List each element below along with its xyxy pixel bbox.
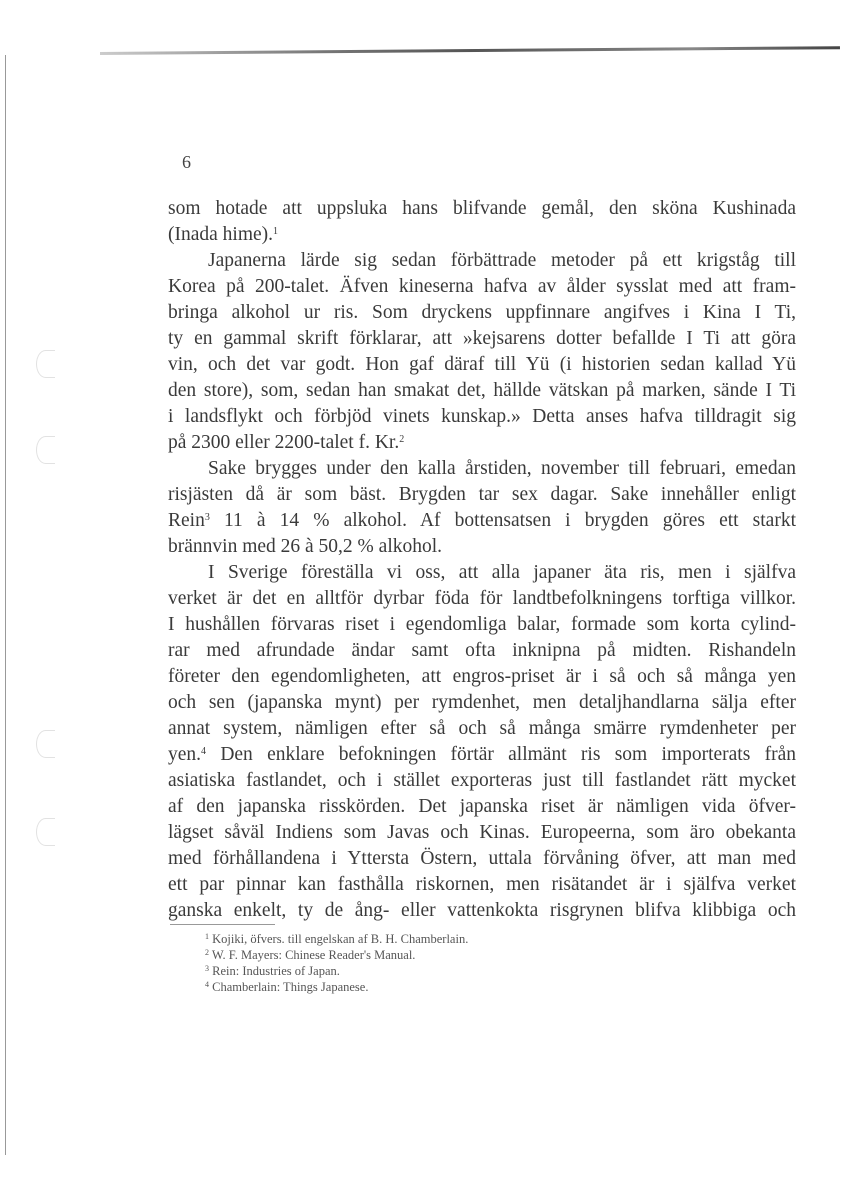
footnote-reference: 1 [273, 226, 279, 237]
footnote-mark: 4 [205, 980, 209, 989]
footnote-reference: 2 [399, 434, 405, 445]
text-line-content: I hushållen förvaras riset i egendomliga balar, formade som korta cylind- [168, 614, 796, 635]
punch-hole-mark [36, 730, 55, 758]
text-line-content: verket är det en alltför dyrbar föda för landtbefolkningens torftiga villkor. [168, 588, 796, 609]
footnote-text: Chamberlain: Things Japanese. [209, 980, 369, 994]
text-line [168, 326, 796, 352]
text-line-content: af den japanska risskörden. Det japanska riset är nämligen vida öfver- [168, 796, 796, 817]
page-number: 6 [182, 152, 191, 172]
text-line [168, 534, 796, 560]
text-line [168, 404, 796, 430]
text-line-content: bringa alkohol ur ris. Som dryckens uppfinnare angifves i Kina I Ti, [168, 302, 796, 323]
text-line [168, 196, 796, 222]
text-line-content: med förhållandena i Yttersta Östern, uttala förvåning öfver, att man med [168, 848, 796, 869]
text-line [168, 768, 796, 794]
text-line-content: den store), som, sedan han smakat det, hällde vätskan på marken, sände I Ti [168, 380, 796, 401]
footnote-reference: 4 [201, 746, 207, 757]
text-line-content: Korea på 200-talet. Äfven kineserna hafva av ålder sysslat med att fram- [168, 276, 796, 297]
text-line-content: ty en gammal skrift förklarar, att »kejsarens dotter befallde I Ti att göra [168, 328, 796, 349]
text-line-content: vin, och det var godt. Hon gaf däraf till Yü (i historien sedan kallad Yü [168, 354, 796, 375]
punch-hole-mark [36, 818, 55, 846]
text-line-continuation: Den enklare befokningen förtär allmänt ris som importerats från [206, 744, 796, 765]
footnote-text: W. F. Mayers: Chinese Reader's Manual. [209, 948, 416, 962]
text-line [168, 378, 796, 404]
punch-hole-mark [36, 350, 55, 378]
text-line-continuation: 11 à 14 % alkohol. Af bottensatsen i brygden göres ett starkt [209, 510, 796, 531]
text-line [168, 352, 796, 378]
footnote-separator [170, 924, 275, 925]
text-line [168, 612, 796, 638]
text-line-content: ganska enkelt, ty de ång- eller vattenkokta risgrynen blifva klibbiga och [168, 900, 796, 921]
text-line [168, 274, 796, 300]
text-line-content: lägset såväl Indiens som Javas och Kinas. Europeerna, som äro obekanta [168, 822, 796, 843]
footnote-reference: 3 [204, 512, 210, 523]
footnote-text: Kojiki, öfvers. till engelskan af B. H. Chamberlain. [209, 932, 469, 946]
footnote-text: Rein: Industries of Japan. [209, 964, 340, 978]
text-line-content: I Sverige föreställa vi oss, att alla japaner äta ris, men i själfva [208, 562, 796, 583]
text-line [168, 664, 796, 690]
text-line [168, 222, 796, 248]
text-line [168, 898, 796, 924]
punch-hole-mark [36, 436, 55, 464]
text-line-content: på 2300 eller 2200-talet f. Kr. [168, 432, 400, 453]
text-line [208, 248, 796, 274]
footnote [205, 932, 468, 946]
text-line-content: brännvin med 26 à 50,2 % alkohol. [168, 536, 443, 557]
footnote-mark: 3 [205, 964, 209, 973]
text-line-content: Sake brygges under den kalla årstiden, november till februari, emedan [208, 458, 796, 479]
text-line [168, 508, 796, 534]
text-line-content: Rein [168, 510, 205, 531]
text-line-content: ett par pinnar kan fasthålla riskornen, men risätandet är i själfva verket [168, 874, 796, 895]
scan-edge-line [100, 46, 840, 55]
text-line [168, 846, 796, 872]
text-line [168, 300, 796, 326]
footnote [205, 948, 415, 962]
text-line-content: yen. [168, 744, 202, 765]
text-line [168, 482, 796, 508]
footnote-mark: 1 [205, 932, 209, 941]
text-line-content: och sen (japanska mynt) per rymdenhet, men detaljhandlarna sälja efter [168, 692, 796, 713]
text-line [208, 456, 796, 482]
text-line [168, 716, 796, 742]
text-line-content: (Inada hime). [168, 224, 274, 245]
text-line [168, 690, 796, 716]
footnote [205, 964, 340, 978]
footnote-mark: 2 [205, 948, 209, 957]
text-line-content: rar med afrundade ändar samt ofta inknipna på midten. Rishandeln [168, 640, 796, 661]
text-line [168, 742, 796, 768]
text-line-content: som hotade att uppsluka hans blifvande gemål, den sköna Kushinada [168, 198, 796, 219]
scan-left-edge [5, 55, 6, 1155]
text-line [168, 638, 796, 664]
text-line [168, 872, 796, 898]
text-line-content: asiatiska fastlandet, och i stället exporteras just till fastlandet rätt mycket [168, 770, 796, 791]
text-line-content: Japanerna lärde sig sedan förbättrade metoder på ett krigståg till [208, 250, 796, 271]
text-line [168, 794, 796, 820]
text-line-content: företer den egendomligheten, att engros-priset är i så och så många yen [168, 666, 796, 687]
footnote [205, 980, 368, 994]
text-line [168, 430, 796, 456]
text-line [168, 820, 796, 846]
text-line-content: risjästen då är som bäst. Brygden tar sex dagar. Sake innehåller enligt [168, 484, 796, 505]
text-line [168, 586, 796, 612]
text-line-content: annat system, nämligen efter så och så många smärre rymdenheter per [168, 718, 796, 739]
text-line-content: i landsflykt och förbjöd vinets kunskap.» Detta anses hafva tilldragit sig [168, 406, 796, 427]
text-line [208, 560, 796, 586]
